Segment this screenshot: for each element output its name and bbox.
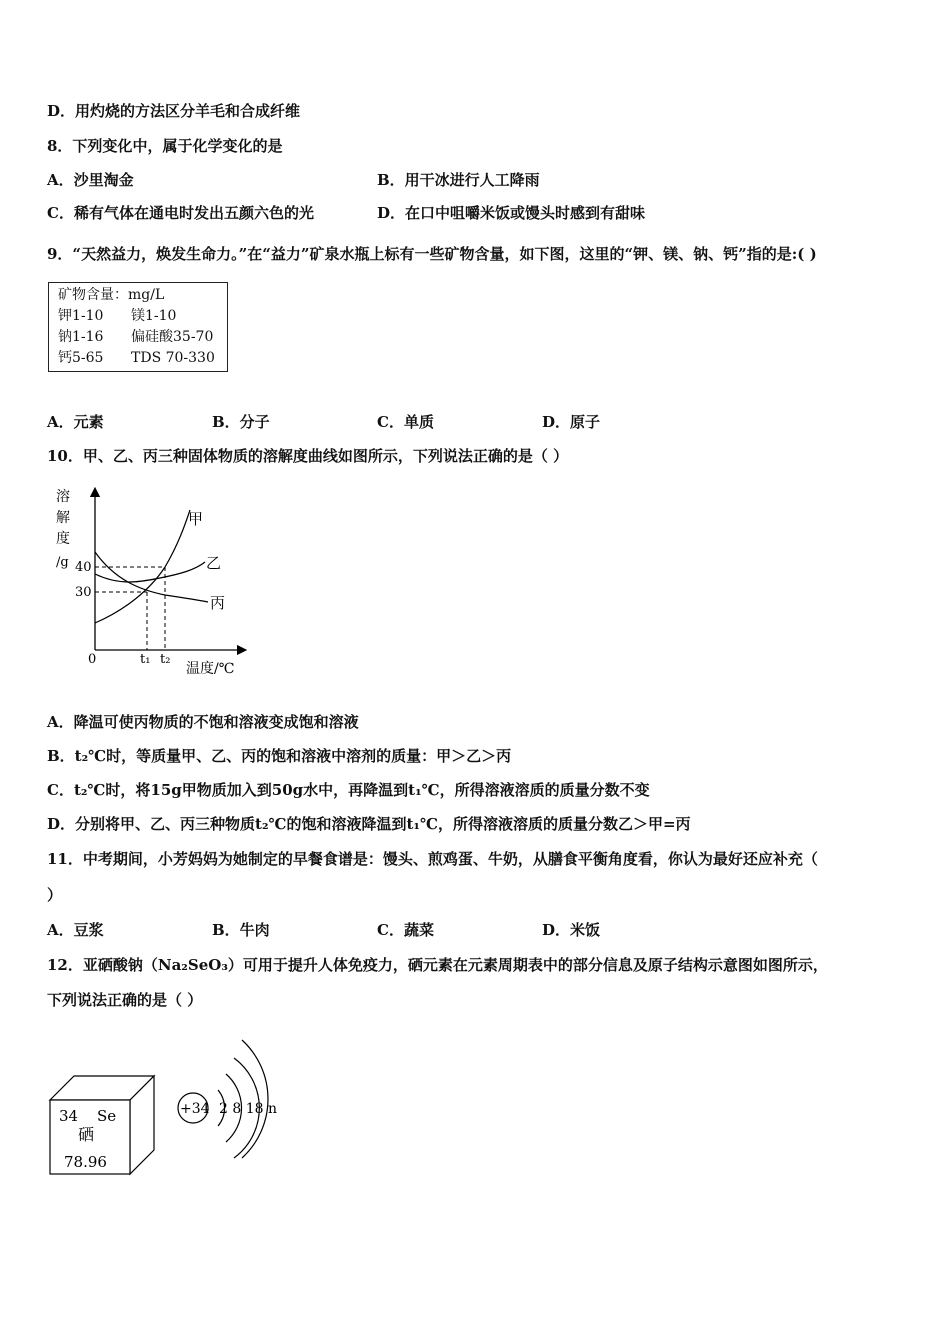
- q12-stem-line1: 12．亚硒酸钠（Na₂SeO₃）可用于提升人体免疫力，硒元素在元素周期表中的部分信息及原子结构示意图如图所示，: [47, 956, 828, 974]
- mineral-potassium: 钾1-10: [58, 308, 104, 324]
- curve-label-yi: 乙: [206, 554, 222, 572]
- mineral-metasilicic-acid: 偏硅酸35-70: [131, 329, 214, 345]
- curve-bing: [95, 552, 208, 602]
- element-name: 硒: [78, 1125, 95, 1144]
- q9-option-d: D．原子: [542, 413, 601, 431]
- q9-option-a: A．元素: [47, 413, 104, 431]
- mineral-sodium: 钠1-16: [58, 329, 104, 345]
- q9-stem: 9．“天然益力，焕发生命力。”在“益力”矿泉水瓶上标有一些矿物含量，如下图，这里的“钾、镁、钠、钙”指的是:( ): [47, 245, 817, 263]
- q12-stem-line2: 下列说法正确的是（ ）: [47, 991, 203, 1009]
- q11-option-d: D．米饭: [542, 921, 601, 939]
- q8-option-b: B．用干冰进行人工降雨: [377, 171, 540, 189]
- x-axis-label: 温度/℃: [186, 661, 235, 677]
- atomic-mass: 78.96: [64, 1153, 107, 1171]
- q11-option-b: B．牛肉: [212, 921, 270, 939]
- q10-option-b: B．t₂℃时，等质量甲、乙、丙的饱和溶液中溶剂的质量：甲＞乙＞丙: [47, 747, 512, 765]
- nuclear-charge: +34: [180, 1101, 210, 1117]
- mineral-calcium: 钙5-65: [58, 350, 104, 366]
- electron-counts: 2 8 18 n: [219, 1101, 277, 1117]
- solubility-curve-graph: [40, 480, 260, 680]
- mineral-tds: TDS 70-330: [131, 350, 215, 366]
- q9-option-b: B．分子: [212, 413, 270, 431]
- q10-option-a: A．降温可使丙物质的不饱和溶液变成饱和溶液: [47, 713, 359, 731]
- curve-yi: [95, 562, 205, 582]
- selenium-periodic-cell: [44, 1070, 160, 1180]
- q10-option-c: C．t₂℃时，将15g甲物质加入到50g水中，再降温到t₁℃，所得溶液溶质的质量分数不变: [47, 781, 650, 799]
- q11-option-c: C．蔬菜: [377, 921, 434, 939]
- q11-option-a: A．豆浆: [47, 921, 104, 939]
- q10-stem: 10．甲、乙、丙三种固体物质的溶解度曲线如图所示，下列说法正确的是（ ）: [47, 447, 569, 465]
- mineral-label-title: 矿物含量：mg/L: [58, 287, 165, 303]
- tick-t1: t₁: [140, 652, 151, 667]
- electron-shell-4: [242, 1040, 268, 1158]
- origin-label: 0: [88, 652, 97, 667]
- y-axis-label-3: 度: [56, 531, 70, 547]
- q9-option-c: C．单质: [377, 413, 434, 431]
- y-axis-label-2: 解: [56, 510, 70, 526]
- element-symbol: Se: [97, 1107, 117, 1125]
- q8-option-c: C．稀有气体在通电时发出五颜六色的光: [47, 204, 314, 222]
- y-axis-label-4: /g: [56, 555, 69, 570]
- q10-option-d: D．分别将甲、乙、丙三种物质t₂℃的饱和溶液降温到t₁℃，所得溶液溶质的质量分数乙＞甲=丙: [47, 815, 691, 833]
- q8-option-a: A．沙里淘金: [47, 171, 134, 189]
- mineral-magnesium: 镁1-10: [131, 308, 177, 324]
- curve-label-bing: 丙: [210, 594, 226, 612]
- mineral-label: [48, 282, 228, 372]
- q8-stem: 8．下列变化中，属于化学变化的是: [47, 137, 283, 155]
- q8-option-d: D．在口中咀嚼米饭或馒头时感到有甜味: [377, 204, 646, 222]
- curve-label-jia: 甲: [188, 510, 204, 528]
- selenium-atom-structure: [170, 1030, 290, 1160]
- tick-30: 30: [75, 585, 92, 600]
- atomic-number: 34: [59, 1107, 79, 1125]
- q11-stem-line1: 11．中考期间，小芳妈妈为她制定的早餐食谱是：馒头、煎鸡蛋、牛奶，从膳食平衡角度看，你认为最好还应补充（: [47, 850, 818, 868]
- q11-stem-line2: ）: [47, 886, 63, 904]
- q7-option-d: D．用灼烧的方法区分羊毛和合成纤维: [47, 102, 301, 120]
- tick-40: 40: [75, 560, 92, 575]
- y-axis-label-1: 溶: [56, 489, 70, 505]
- tick-t2: t₂: [160, 652, 171, 667]
